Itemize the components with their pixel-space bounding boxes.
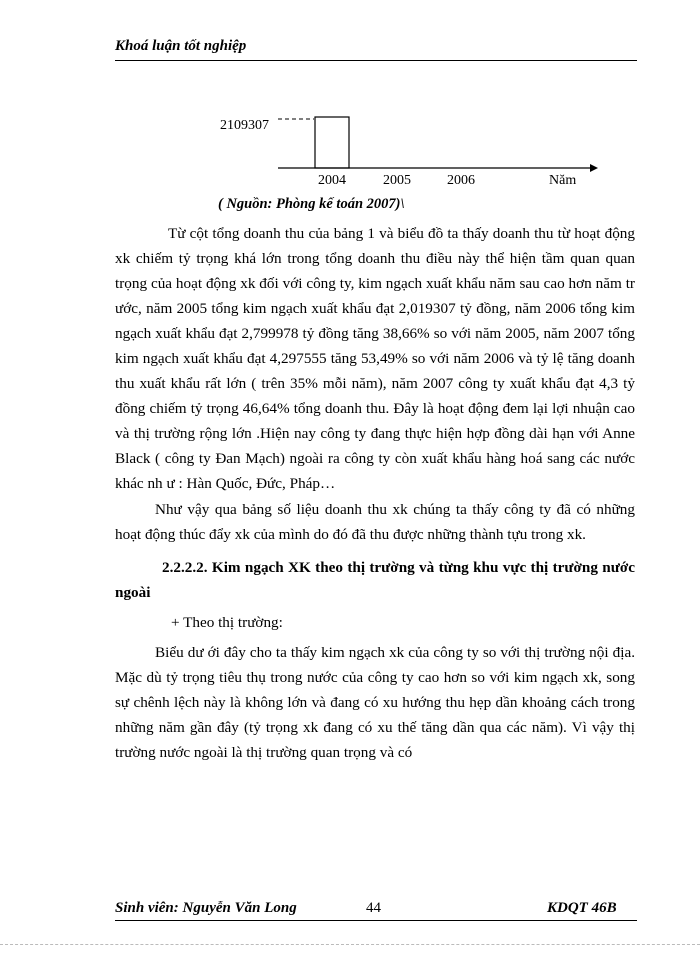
x-axis-label: Năm bbox=[549, 173, 577, 188]
x-tick-label: 2006 bbox=[447, 173, 475, 188]
paragraph-2: Như vậy qua bảng số liệu doanh thu xk chúng ta thấy công ty đã có những hoạt động thúc đẩy xk của mình do đó đã thu được những thành tựu trong xk. bbox=[115, 501, 635, 543]
footer-rule bbox=[115, 920, 637, 921]
footer-student-name: Sinh viên: Nguyễn Văn Long bbox=[115, 900, 297, 916]
body-text bbox=[115, 221, 635, 765]
header-rule bbox=[115, 60, 637, 61]
page-bottom-dashed-line bbox=[0, 944, 700, 945]
bar-chart bbox=[210, 102, 610, 197]
section-heading: 2.2.2.2. Kim ngạch XK theo thị trường và từng khu vực thị trường nước ngoài bbox=[115, 559, 635, 601]
bar-value-label: 2109307 bbox=[220, 118, 269, 133]
footer-class-code: KDQT 46B bbox=[547, 900, 617, 916]
page-header-title: Khoá luận tốt nghiệp bbox=[115, 38, 247, 54]
figure-source: ( Nguồn: Phòng kế toán 2007)\ bbox=[218, 196, 405, 212]
subheading-market: + Theo thị trường: bbox=[171, 614, 283, 631]
bar-2004 bbox=[315, 117, 349, 168]
paragraph-1: Từ cột tổng doanh thu của bảng 1 và biểu đồ ta thấy doanh thu từ hoạt động xk chiếm tỷ trọng khá lớn trong tổng doanh thu điều này thể hiện tầm quan quan trọng của hoạt động xk đối với công ty, kim ngạch xuất khẩu năm sau cao hơn năm tr ước, năm 2005 tổng kim ngạch xuất khẩu đạt 2,019307 tỷ đồng, năm 2006 tổng kim ngạch xuất khẩu đạt 2,799978 tỷ đồng tăng 38,66% so với năm 2005, năm 2007 tổng kim ngạch xuất khẩu đạt 4,297555 tăng 53,49% so với năm 2006 và tỷ lệ tăng doanh thu xuất khẩu rất lớn ( trên 35% mỗi năm), năm 2007 công ty xuất khẩu đạt 4,3 tỷ đồng chiếm tỷ trọng 46,64% tổng doanh thu. Đây là hoạt động đem lại lợi nhuận cao và thị trường rộng lớn .Hiện nay công ty đang thực hiện hợp đồng dài hạn với Anne Black ( công ty Đan Mạch) ngoài ra công ty còn xuất khẩu hàng hoá sang các nước khác nh ư : Hàn Quốc, Đức, Pháp… bbox=[115, 225, 635, 492]
x-tick-label: 2005 bbox=[383, 173, 411, 188]
x-tick-label: 2004 bbox=[318, 173, 346, 188]
x-axis-arrow bbox=[590, 164, 598, 172]
paragraph-3: Biểu dư ới đây cho ta thấy kim ngạch xk của công ty so với thị trường nội địa. Mặc dù tỷ trọng tiêu thụ trong nước của công ty cao hơn so với kim ngạch xk, song sự chênh lệch này là không lớn và đang có xu hướng thu hẹp dần khoảng cách trong những năm gần đây (tỷ trọng xk đang có xu thế tăng dần qua các năm). Vì vậy thị trường nước ngoài là thị trường quan trọng và có bbox=[115, 644, 635, 761]
footer-page-number: 44 bbox=[366, 900, 381, 916]
